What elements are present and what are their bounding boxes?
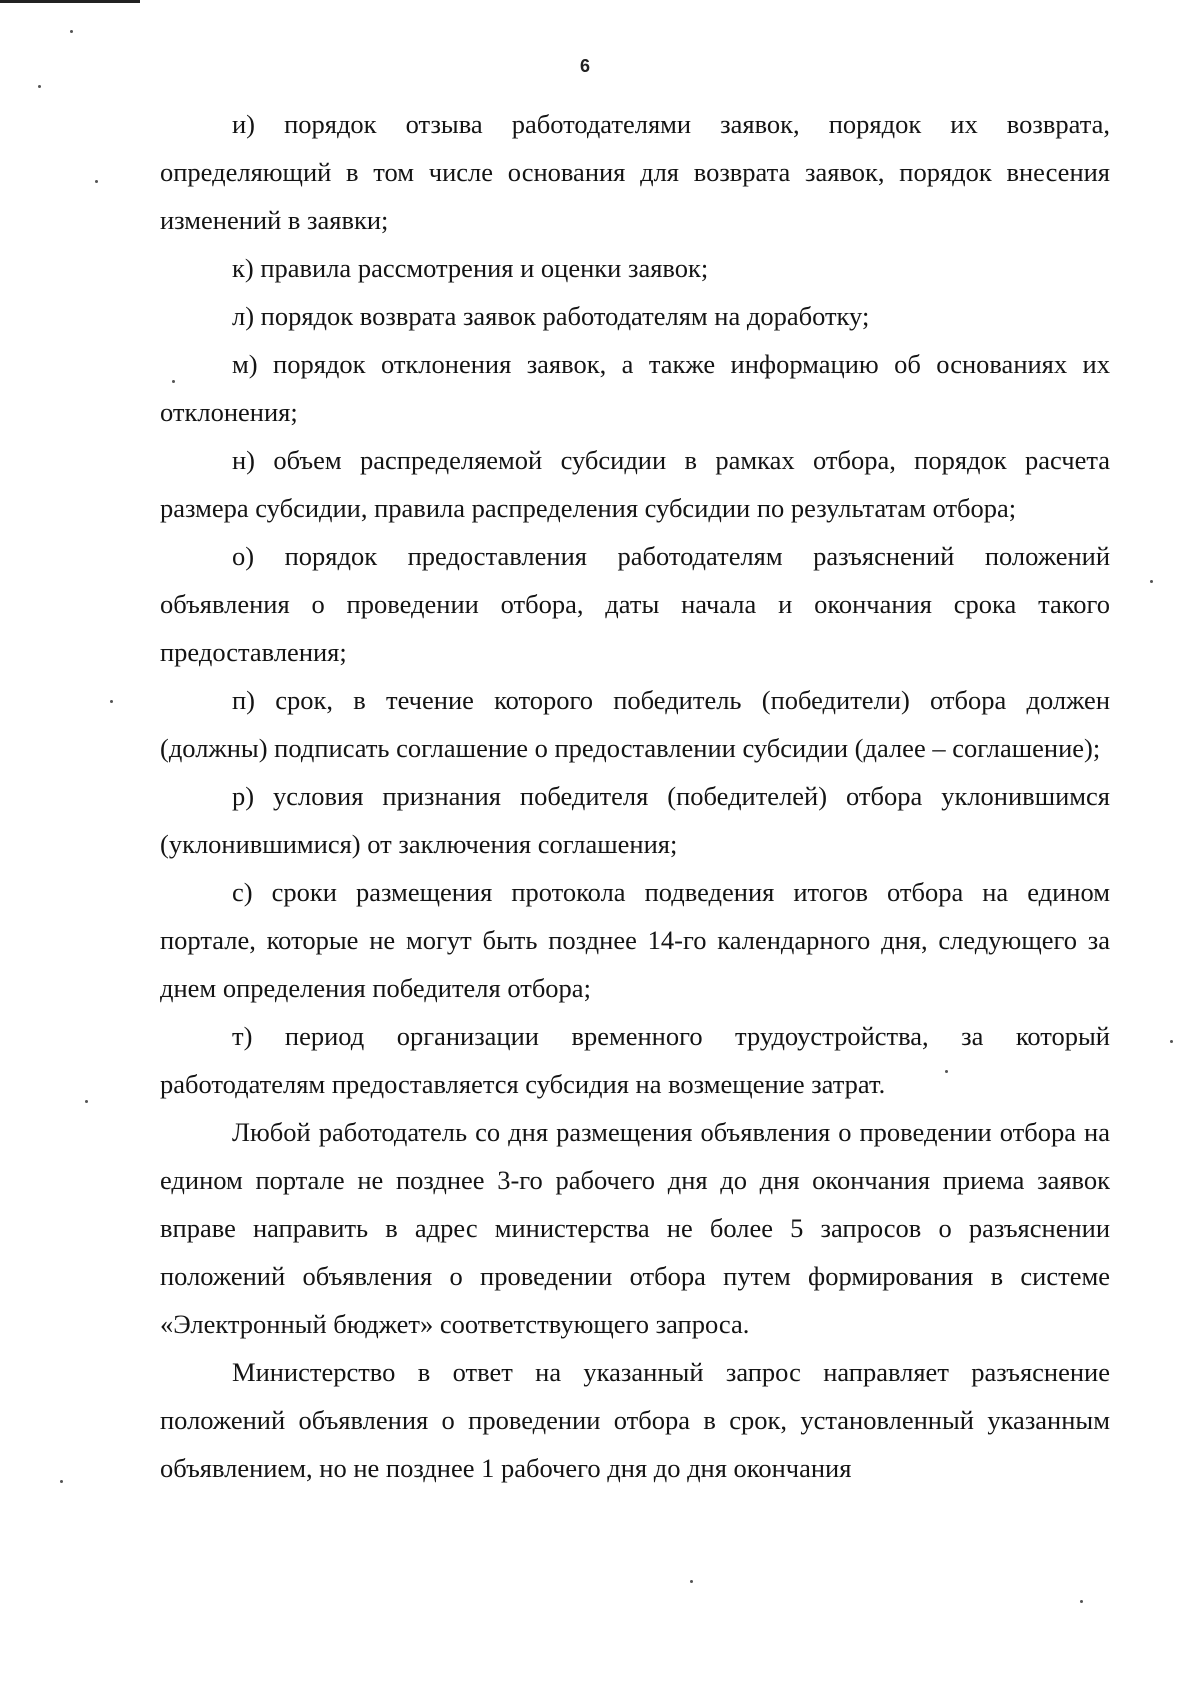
- paragraph-item-k: к) правила рассмотрения и оценки заявок;: [232, 253, 709, 283]
- paragraph-item-m: м) порядок отклонения заявок, а также информацию об основаниях их отклонения;: [160, 349, 1110, 427]
- page-number: 6: [579, 56, 590, 76]
- scan-speck: [172, 380, 175, 383]
- document-body: [160, 100, 1110, 1492]
- scan-speck: [690, 1580, 693, 1583]
- scan-speck: [110, 700, 113, 703]
- paragraph-item-s: с) сроки размещения протокола подведения итогов отбора на едином портале, которые не могут быть позднее 14-го календарного дня, следующего за днем определения победителя отбора;: [160, 877, 1110, 1003]
- paragraph-ministry-response: Министерство в ответ на указанный запрос направляет разъяснение положений объявления о проведении отбора в срок, установленный указанным объявлением, но не позднее 1 рабочего дня до дня окончания: [160, 1357, 1110, 1483]
- scan-speck: [38, 85, 41, 88]
- scan-speck: [1150, 580, 1153, 583]
- paragraph-item-l: л) порядок возврата заявок работодателям на доработку;: [232, 301, 870, 331]
- paragraph-item-i: и) порядок отзыва работодателями заявок, порядок их возврата, определяющий в том числе основания для возврата заявок, порядок внесения изменений в заявки;: [160, 109, 1110, 235]
- scan-speck: [60, 1480, 63, 1483]
- paragraph-item-t: т) период организации временного трудоустройства, за который работодателям предоставляется субсидия на возмещение затрат.: [160, 1021, 1110, 1099]
- scan-speck: [1170, 1040, 1173, 1043]
- paragraph-item-p: п) срок, в течение которого победитель (победители) отбора должен (должны) подписать соглашение о предоставлении субсидии (далее – соглашение);: [160, 685, 1110, 763]
- scan-edge-mark: [0, 0, 140, 3]
- paragraph-item-r: р) условия признания победителя (победителей) отбора уклонившимся (уклонившимися) от заключения соглашения;: [160, 781, 1110, 859]
- scan-speck: [1080, 1600, 1083, 1603]
- scan-speck: [95, 180, 98, 183]
- paragraph-item-o: о) порядок предоставления работодателям разъяснений положений объявления о проведении отбора, даты начала и окончания срока такого предоставления;: [160, 541, 1110, 667]
- scan-speck: [70, 30, 73, 33]
- scan-speck: [85, 1100, 88, 1103]
- paragraph-item-n: н) объем распределяемой субсидии в рамках отбора, порядок расчета размера субсидии, правила распределения субсидии по результатам отбора;: [160, 445, 1110, 523]
- scan-speck: [945, 1070, 948, 1073]
- paragraph-clarification-requests: Любой работодатель со дня размещения объявления о проведении отбора на едином портале не позднее 3-го рабочего дня до дня окончания приема заявок вправе направить в адрес министерства не более 5 запросов о разъяснении положений объявления о проведении отбора путем формирования в системе «Электронный бюджет» соответствующего запроса.: [160, 1117, 1110, 1339]
